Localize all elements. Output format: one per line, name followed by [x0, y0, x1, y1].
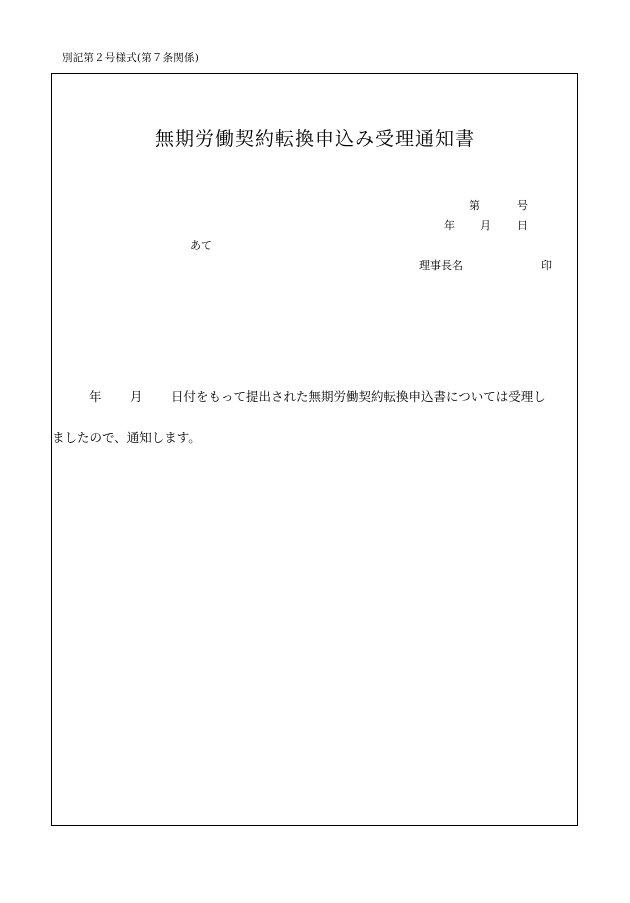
addressee-suffix: あて: [190, 239, 212, 252]
body-year-label: 年: [89, 389, 102, 404]
form-frame: [51, 73, 578, 826]
seal-mark: 印: [541, 259, 552, 272]
date-month-label: 月: [480, 219, 491, 232]
date-year-label: 年: [444, 219, 455, 232]
body-month-label: 月: [130, 389, 143, 404]
document-title: 無期労働契約転換申込み受理通知書: [154, 128, 475, 150]
date-day-label: 日: [517, 219, 528, 232]
document-number-suffix: 号: [517, 199, 528, 212]
body-line-2: ましたので、通知します。: [52, 430, 201, 445]
form-label: 別記第２号様式(第７条関係): [62, 52, 199, 64]
document-number-prefix: 第: [469, 199, 480, 212]
issuer-label: 理事長名: [419, 259, 463, 272]
body-line-1: 日付をもって提出された無期労働契約転換申込書については受理し: [171, 389, 546, 404]
